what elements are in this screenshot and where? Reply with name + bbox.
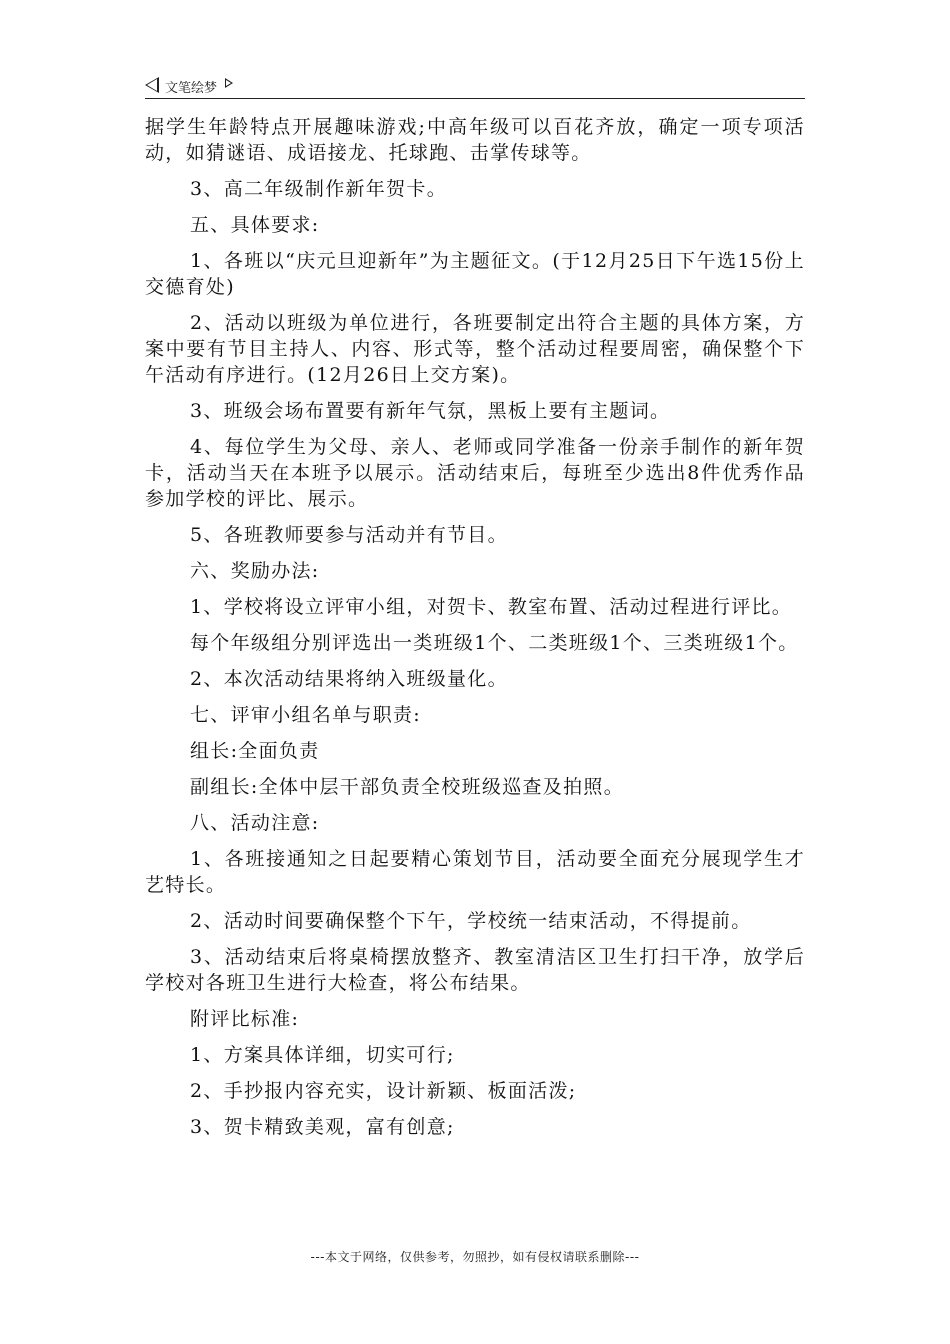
- paragraph: 4、每位学生为父母、亲人、老师或同学准备一份亲手制作的新年贺卡，活动当天在本班予以展示。活动结束后，每班至少选出8件优秀作品参加学校的评比、展示。: [145, 436, 805, 510]
- paragraph: 3、贺卡精致美观，富有创意;: [190, 1116, 455, 1138]
- paragraph: 2、手抄报内容充实，设计新颖、板面活泼;: [190, 1080, 577, 1102]
- paragraph: 1、各班以“庆元旦迎新年”为主题征文。(于12月25日下午选15份上交德育处): [145, 250, 805, 298]
- paragraph: 附评比标准:: [190, 1008, 300, 1030]
- page-header: [145, 74, 805, 99]
- paragraph: 3、班级会场布置要有新年气氛，黑板上要有主题词。: [190, 400, 671, 422]
- document-body: [145, 114, 805, 1150]
- paragraph: 八、活动注意:: [190, 812, 320, 834]
- paragraph: 3、高二年级制作新年贺卡。: [190, 178, 447, 200]
- paragraph: 每个年级组分别评选出一类班级1个、二类班级1个、三类班级1个。: [190, 632, 799, 654]
- paragraph: 六、奖励办法:: [190, 560, 320, 582]
- paragraph: 五、具体要求:: [190, 214, 320, 236]
- paragraph: 1、各班接通知之日起要精心策划节目，活动要全面充分展现学生才艺特长。: [145, 848, 805, 896]
- paragraph: 1、方案具体详细，切实可行;: [190, 1044, 455, 1066]
- header-title: 文笔绘梦: [165, 80, 218, 96]
- triangle-right-icon: [225, 78, 233, 88]
- paragraph: 1、学校将设立评审小组，对贺卡、教室布置、活动过程进行评比。: [190, 596, 793, 618]
- paragraph: 副组长:全体中层干部负责全校班级巡查及拍照。: [190, 776, 625, 798]
- paragraph: 组长:全面负责: [190, 740, 320, 762]
- footer-disclaimer: ---本文于网络，仅供参考，勿照抄，如有侵权请联系删除---: [310, 1250, 640, 1264]
- paragraph: 5、各班教师要参与活动并有节目。: [190, 524, 508, 546]
- paragraph: 2、活动以班级为单位进行，各班要制定出符合主题的具体方案，方案中要有节目主持人、内容、形式等，整个活动过程要周密，确保整个下午活动有序进行。(12月26日上交方案)。: [145, 312, 805, 386]
- paragraph: 据学生年龄特点开展趣味游戏;中高年级可以百花齐放，确定一项专项活动，如猜谜语、成语接龙、托球跑、击掌传球等。: [145, 116, 805, 164]
- paragraph: 2、本次活动结果将纳入班级量化。: [190, 668, 508, 690]
- paragraph: 2、活动时间要确保整个下午，学校统一结束活动，不得提前。: [190, 910, 752, 932]
- paragraph: 七、评审小组名单与职责:: [190, 704, 422, 726]
- paragraph: 3、活动结束后将桌椅摆放整齐、教室清洁区卫生打扫干净，放学后学校对各班卫生进行大检查，将公布结果。: [145, 946, 805, 994]
- triangle-left-icon: [145, 77, 159, 93]
